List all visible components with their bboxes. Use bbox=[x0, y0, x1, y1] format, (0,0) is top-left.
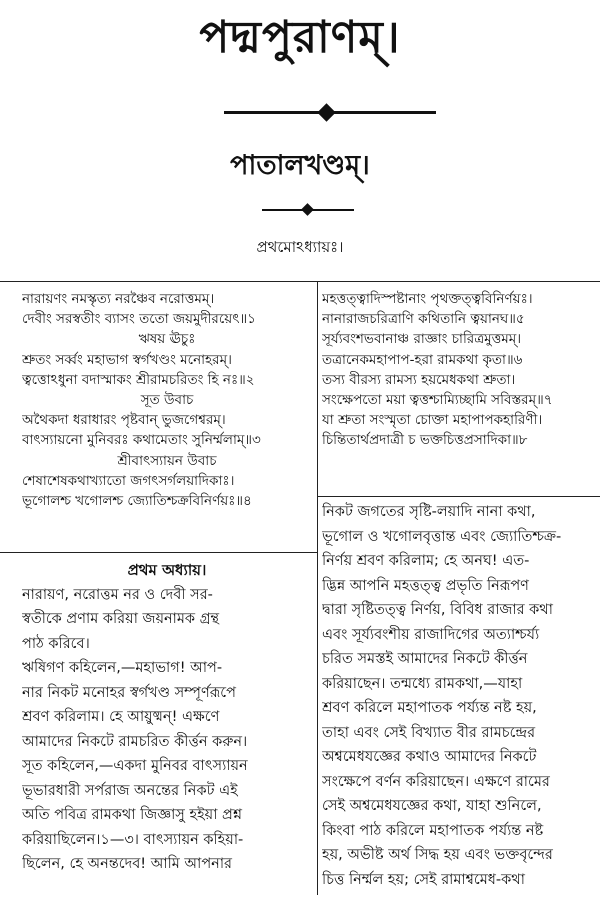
verse-line: নানারাজচরিত্রাণি কথিতানি ত্বয়ানঘ॥৫ bbox=[322, 311, 525, 328]
prose-line: অশ্বমেধযজ্ঞের কথাও আমাদের নিকটে bbox=[322, 749, 537, 765]
column-divider bbox=[317, 281, 318, 895]
prose-line: তাহা এবং সেই বিখ্যাত বীর রামচন্দ্রের bbox=[322, 724, 536, 741]
verse-line: সূর্য্যবংশভবানাঞ্চ রাজ্ঞাং চারিত্রমুত্তমম্। bbox=[322, 331, 522, 348]
prose-line: সংক্ষেপে বর্ণন করিয়াছেন। এক্ষণে রামের bbox=[322, 773, 550, 790]
verse-line: ভূগোলশ্চ খগোলশ্চ জ্যোতিশ্চক্রবিনির্ণয়ঃ॥৪ bbox=[22, 492, 252, 509]
prose-line: নার নিকট মনোহর স্বর্গখণ্ড সম্পূর্ণরূপে bbox=[22, 684, 236, 701]
verse-line: নারায়ণং নমস্কৃত্য নরঞ্চৈব নরোত্তমম্। bbox=[22, 291, 215, 307]
verse-line: দেবীং সরস্বতীং ব্যাসং ততো জয়মুদীরয়েৎ॥১ bbox=[22, 311, 256, 328]
verse-line: তত্রানেকমহাপাপ-হরা রামকথা কৃতা॥৬ bbox=[322, 351, 523, 368]
prose-line: দ্বারা সৃষ্টিতত্ত্ব নির্ণয়, বিবিধ রাজার কথা bbox=[322, 602, 553, 618]
verse-line: শ্রুতং সর্ব্বং মহাভাগ স্বর্গখণ্ডং মনোহরম্। bbox=[22, 351, 232, 368]
prose-line: ভূভারধারী সর্পরাজ অনন্তের নিকট এই bbox=[22, 782, 238, 799]
prose-line: হয়, অভীষ্ট অর্থ সিদ্ধ হয় এবং ভক্তবৃন্দের bbox=[322, 847, 553, 863]
bengali-translation-left bbox=[22, 558, 312, 898]
prose-line: আমাদের নিকটে রামচরিত কীর্ত্তন করুন। bbox=[22, 733, 248, 750]
verse-line: মহত্তত্ত্বাদিস্পষ্টানাং পৃথক্তত্ত্ববিনির্ণয়ঃ। bbox=[322, 291, 533, 307]
prose-line: নির্ণয় শ্রবণ করিলাম; হে অনঘ! এত- bbox=[322, 553, 530, 569]
top-rule bbox=[0, 281, 600, 282]
prose-line: এবং সূর্য্যবংশীয় রাজাদিগের অত্যাশ্চর্য্য bbox=[322, 626, 540, 643]
speaker-label: শ্রীবাৎস্যায়ন উবাচ bbox=[117, 452, 217, 469]
prose-line: ভূগোল ও খগোলবৃত্তান্ত এবং জ্যোতিশ্চক্র- bbox=[322, 528, 562, 545]
bengali-translation-right bbox=[322, 500, 598, 898]
chapter-heading: প্রথমোঽধ্যায়ঃ। bbox=[256, 238, 344, 256]
prose-line: করিয়াছেন। তন্মধ্যে রামকথা,—যাহা bbox=[322, 675, 523, 692]
left-section-rule bbox=[0, 552, 317, 553]
prose-line: কিংবা পাঠ করিলে মহাপাতক পর্য্যন্ত নষ্ট bbox=[322, 822, 544, 839]
prose-line: নিকট জগতের সৃষ্টি-লয়াদি নানা কথা, bbox=[322, 504, 536, 520]
translation-heading: প্রথম অধ্যায়। bbox=[127, 561, 207, 579]
prose-line: সূত কহিলেন,—একদা মুনিবর বাৎস্যায়ন bbox=[22, 758, 248, 774]
verse-line: ত্বত্তোঽধুনা বদাস্মাকং শ্রীরামচরিতং হি নঃ॥২ bbox=[22, 371, 255, 388]
prose-line: শ্রবণ করিলাম। হে আয়ুষ্মন্! এক্ষণে bbox=[22, 709, 220, 725]
verse-line: শেষাশেষকথাখ্যাতো জগৎসর্গলয়াদিকাঃ। bbox=[22, 472, 235, 489]
section-divider-ornament bbox=[301, 203, 314, 216]
prose-line: ছিলেন, হে অনন্তদেব! আমি আপনার bbox=[22, 856, 233, 872]
speaker-label: সূত উবাচ bbox=[140, 391, 194, 408]
sanskrit-verses-left bbox=[22, 289, 312, 511]
prose-line: চিত্ত নির্ম্মল হয়; সেই রামাশ্বমেধ-কথা bbox=[322, 871, 525, 888]
prose-line: অতি পবিত্র রামকথা জিজ্ঞাসু হইয়া প্রশ্ন bbox=[22, 807, 242, 823]
prose-line: করিয়াছিলেন।১—৩। বাৎস্যায়ন কহিয়া- bbox=[22, 831, 244, 848]
verse-line: অথৈকদা ধরাধারং পৃষ্টবান্ ভুজগেশ্বরম্। bbox=[22, 412, 226, 429]
prose-line: পাঠ করিবে। bbox=[22, 635, 90, 652]
page-title: পদ্মপুরাণম্। bbox=[199, 12, 401, 63]
prose-line: নারায়ণ, নরোত্তম নর ও দেবী সর- bbox=[22, 586, 213, 603]
prose-line: শ্রবণ করিলে মহাপাতক পর্য্যন্ত নষ্ট হয়, bbox=[322, 700, 537, 716]
speaker-label: ঋষয় ঊচুঃ bbox=[138, 331, 196, 348]
right-section-rule bbox=[317, 496, 600, 497]
section-title: পাতালখণ্ডম্। bbox=[230, 150, 370, 181]
sanskrit-verses-right bbox=[322, 289, 597, 451]
prose-line: চরিত সমস্তই আমাদের নিকটে কীর্ত্তন bbox=[322, 651, 528, 667]
verse-line: সংক্ষেপতো ময়া ত্বত্তশ্চাম্যিচ্ছামি সবিস্তরম্॥৭ bbox=[322, 391, 553, 408]
verse-line: চিন্তিতার্থপ্রদাত্রী চ ভক্তচিত্তপ্রসাদিকা॥৮ bbox=[322, 432, 528, 449]
verse-line: তস্য বীরস্য রামস্য হয়মেধকথা শ্রুতা। bbox=[322, 371, 516, 388]
prose-line: দ্ভিন্ন আপনি মহত্তত্ত্ব প্রভৃতি নিরূপণ bbox=[322, 577, 529, 594]
verse-line: যা শ্রুতা সংস্মৃতা চোক্তা মহাপাপকহারিণী। bbox=[322, 412, 543, 429]
prose-line: ঋষিগণ কহিলেন,—মহাভাগ! আপ- bbox=[22, 660, 223, 676]
divider-ornament bbox=[317, 103, 335, 121]
verse-line: বাৎস্যায়নো মুনিবরঃ কথামেতাং সুনির্ম্মলাম্॥৩ bbox=[22, 432, 261, 449]
prose-line: সেই অশ্বমেধযজ্ঞের কথা, যাহা শুনিলে, bbox=[322, 798, 542, 814]
prose-line: স্বতীকে প্রণাম করিয়া জয়নামক গ্রন্থ bbox=[22, 611, 220, 627]
